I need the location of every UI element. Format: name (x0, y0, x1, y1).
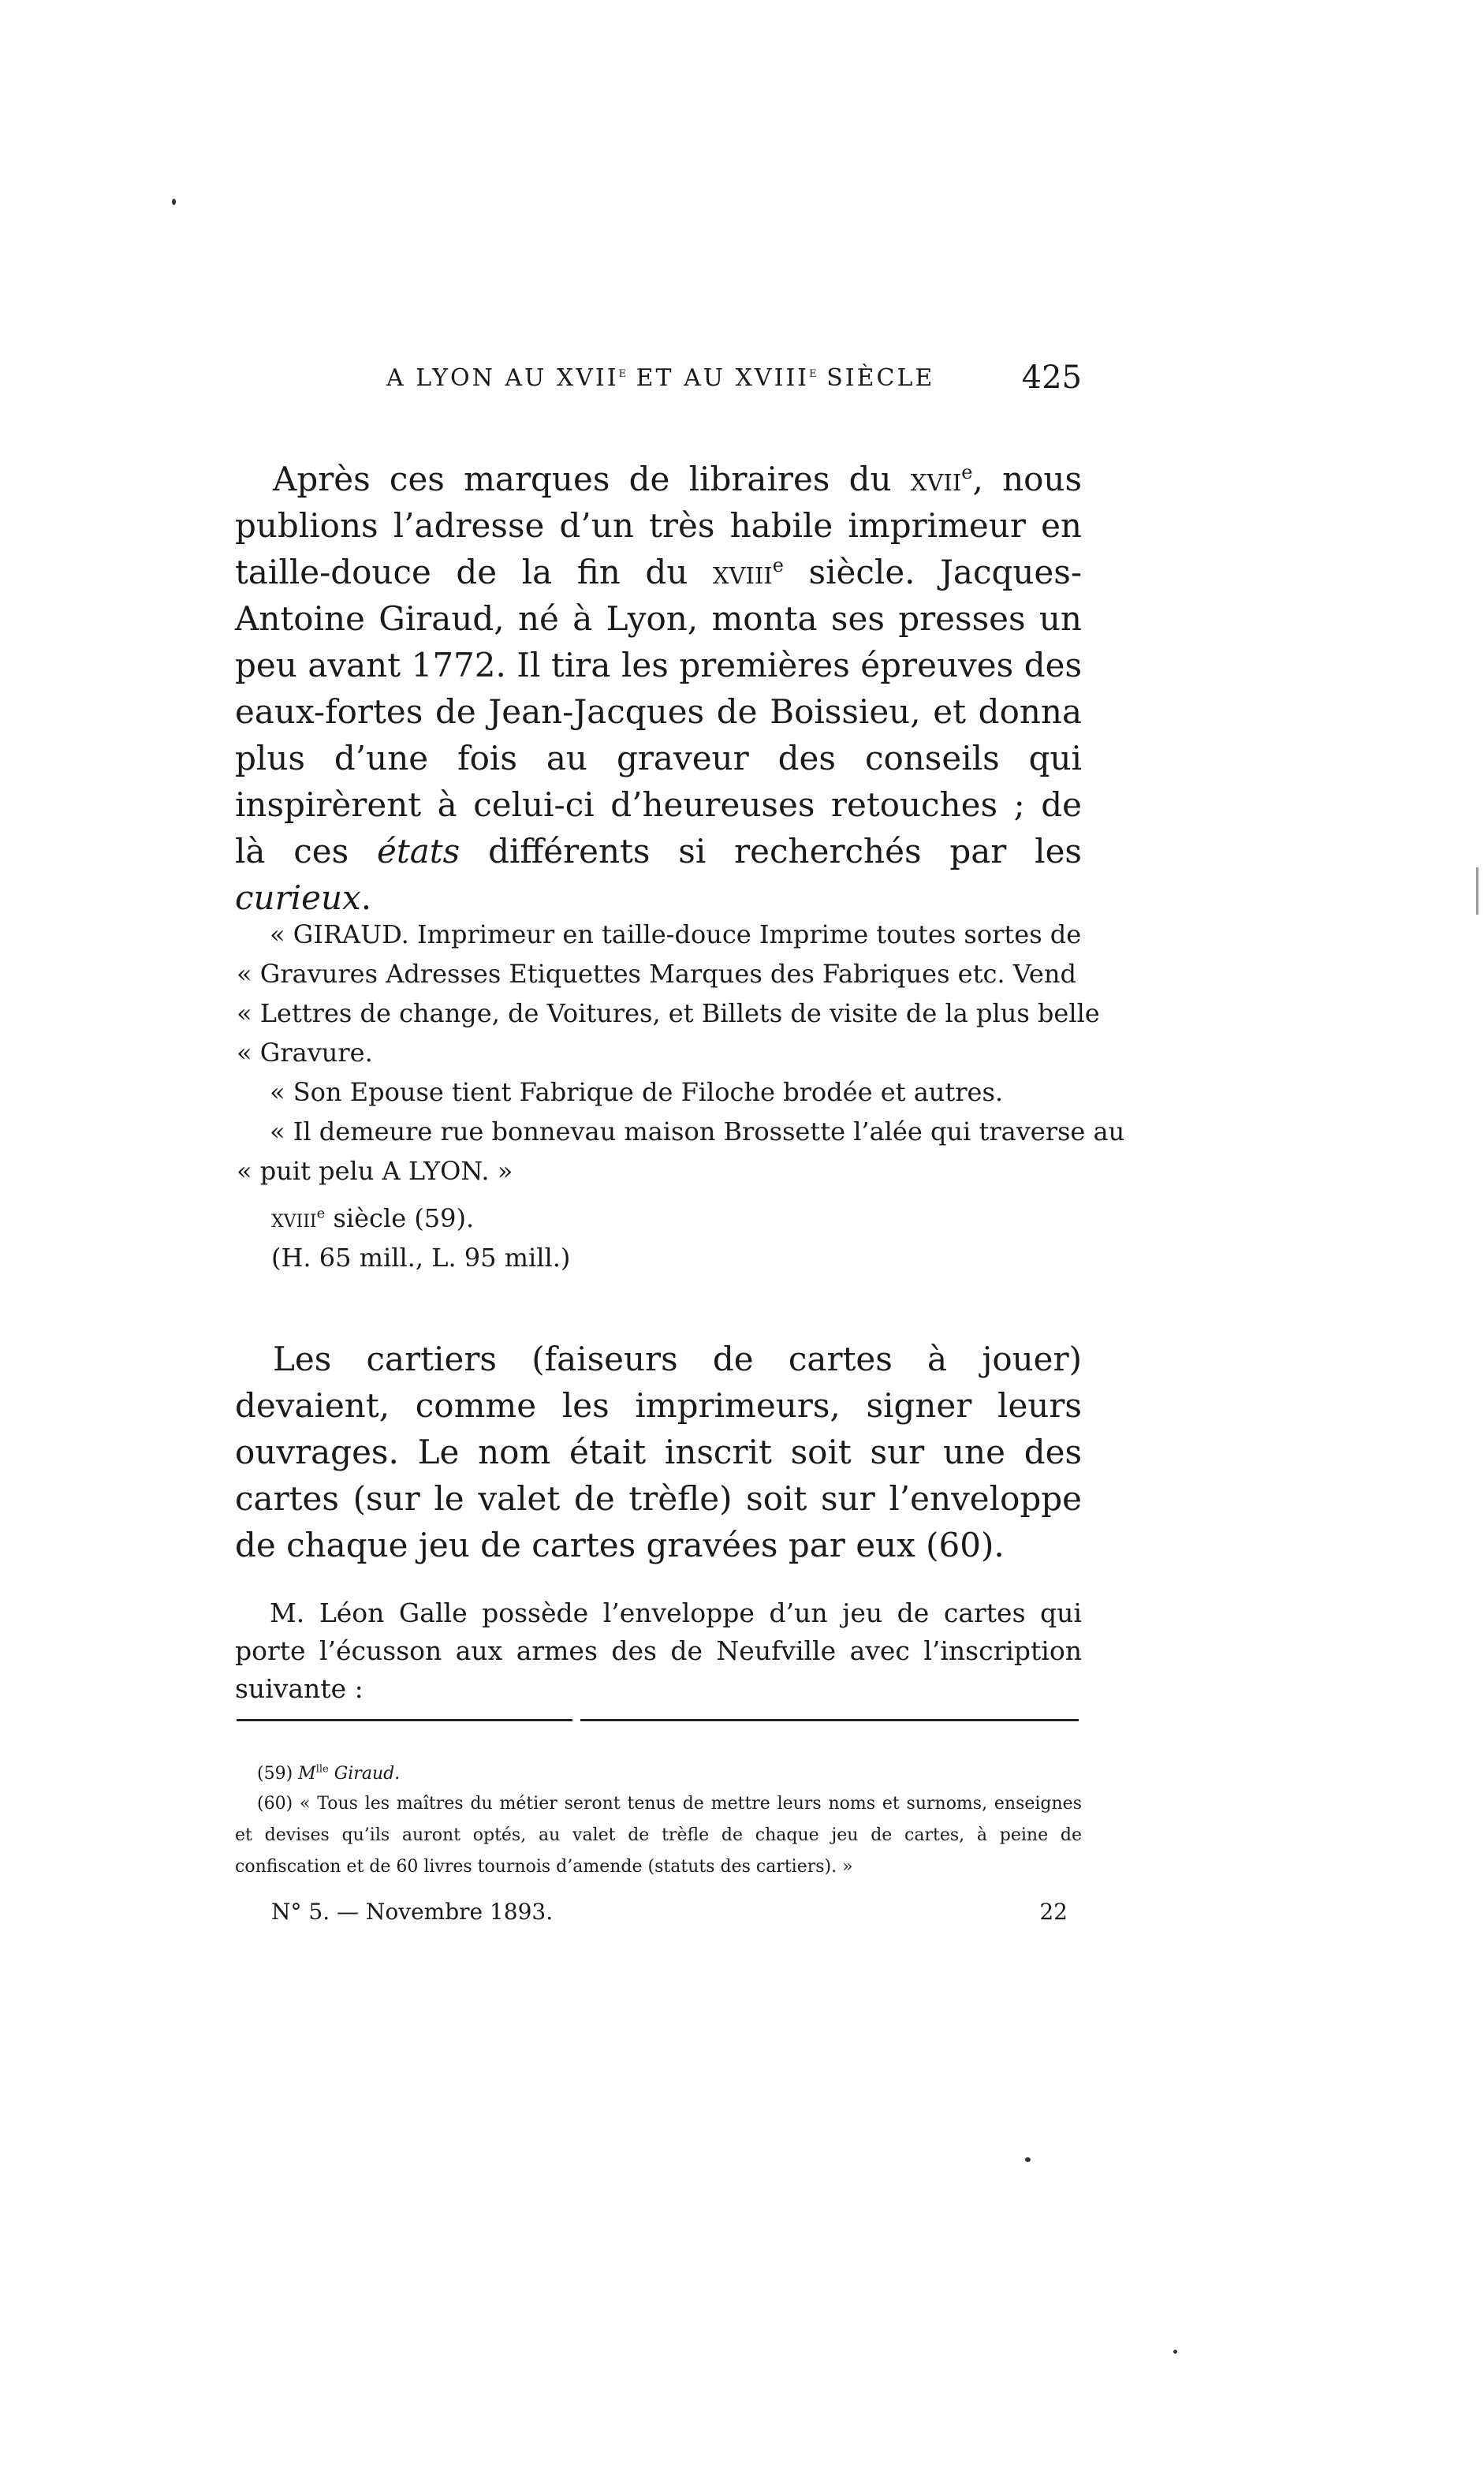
superscript: e (772, 554, 784, 576)
paragraph-1-text (235, 456, 1082, 921)
quote-line: « puit pelu A LYON. » (237, 1156, 513, 1186)
century-numeral: xviii (271, 1203, 317, 1233)
superscript: e (961, 461, 973, 483)
figure-caption (271, 1199, 823, 1277)
text-run: différents si recherchés par les (460, 832, 1082, 871)
quote-line: « Lettres de change, de Voitures, et Billets de visite de la plus belle (237, 998, 1100, 1028)
footnote-title: M (298, 1764, 316, 1784)
scan-edge-mark (1476, 867, 1478, 915)
century-numeral: xvii (910, 460, 962, 498)
quote-line: « Il demeure rue bonnevau maison Brossette l’alée qui traverse au (270, 1117, 1125, 1146)
text-run: , nous publions l’adresse d’un très habile imprimeur en taille-douce de la fin du (235, 460, 1083, 591)
quote-line: « Gravure. (237, 1038, 373, 1068)
running-head-sup: e (809, 364, 817, 381)
paragraph-2 (235, 1336, 1082, 1568)
quote-line: « Son Epouse tient Fabrique de Filoche brodée et autres. (270, 1077, 1004, 1107)
century-numeral: xviii (712, 553, 773, 591)
superscript: e (316, 1205, 326, 1222)
running-head-part: ET AU XVIII (626, 364, 810, 392)
footnote-number: (59) (257, 1764, 299, 1784)
paragraph-2-text: Les cartiers (faiseurs de cartes à jouer) devaient, comme les imprimeurs, signer leurs ouvrages. Le nom était inscrit soit sur une des cartes (sur le valet de trèfle) soit sur l’enveloppe de chaque jeu de cartes gravées par eux (60). (235, 1340, 1082, 1564)
text-run: siècle. Jacques-Antoine Giraud, né à Lyon, monta ses presses un peu avant 1772. Il tira les premières épreuves des eaux-fortes de Jean-Jacques de Boissieu, et donna plus d’une fois au graveur des conseils qui inspirèrent à celui-ci d’heureuses retouches ; de là ces (235, 553, 1083, 871)
caption-line-1 (271, 1199, 823, 1238)
footnote-rule-right (580, 1719, 1079, 1721)
italic-term: états (377, 832, 460, 871)
footnote-60: (60) « Tous les maîtres du métier seront tenus de mettre leurs noms et surnoms, enseignes et devises qu’ils auront optés, au valet de trèfle de chaque jeu de cartes, à peine de confiscation et de 60 livres tournois d’amende (statuts des cartiers). » (235, 1794, 1082, 1877)
quote-line: « GIRAUD. Imprimeur en taille-douce Imprime toutes sortes de (270, 919, 1082, 949)
sheet-number: 22 (1039, 1899, 1068, 1925)
paragraph-3: M. Léon Galle possède l’enveloppe d’un jeu de cartes qui porte l’écusson aux armes des de Neufville avec l’inscription suivante : (235, 1597, 1082, 1704)
footnote-rule-left (237, 1719, 572, 1721)
text-run: Après ces marques de libraires du (273, 460, 911, 498)
caption-line-2: (H. 65 mill., L. 95 mill.) (271, 1243, 571, 1273)
scan-speck (1173, 2350, 1177, 2354)
paragraph-1 (235, 456, 1082, 921)
engraved-address-quote (237, 915, 1125, 1191)
footnote-59 (235, 1758, 1082, 1790)
footnote-name: Giraud. (328, 1764, 401, 1784)
issue-label: N° 5. — Novembre 1893. (271, 1899, 554, 1925)
running-head-part: A LYON AU XVII (386, 364, 619, 392)
running-head-part: SIÈCLE (816, 364, 935, 392)
italic-term: curieux (235, 878, 361, 917)
quote-line: « Gravures Adresses Etiquettes Marques des Fabriques etc. Vend (237, 959, 1076, 989)
superscript: lle (315, 1763, 329, 1776)
running-head (386, 364, 1080, 392)
scan-speck (1025, 2157, 1031, 2162)
signature-line (271, 1899, 1068, 1925)
text-run: . (360, 878, 372, 917)
running-head-sup: e (618, 364, 627, 381)
page-number: 425 (1021, 360, 1082, 396)
scan-speck (172, 199, 176, 205)
text-run: siècle (59). (325, 1203, 475, 1233)
